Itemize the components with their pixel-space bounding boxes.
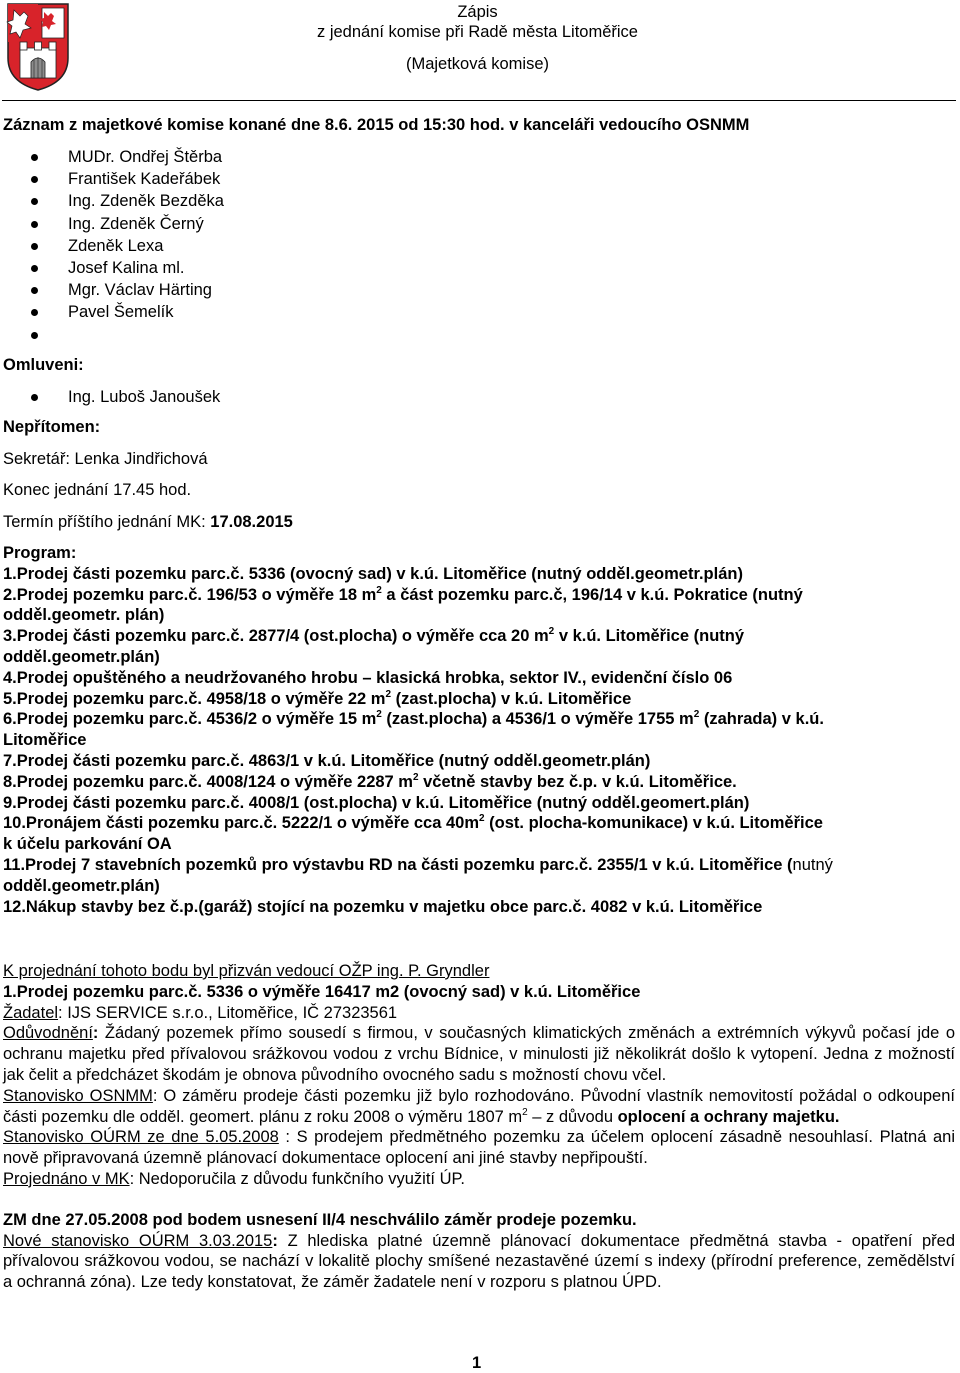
- zm-resolution: ZM dne 27.05.2008 pod bodem usnesení II/4 neschválilo záměr prodeje pozemku.: [3, 1210, 637, 1229]
- item1-section: [3, 961, 955, 1293]
- secretary: Sekretář: Lenka Jindřichová: [3, 450, 208, 468]
- list-item: František Kadeřábek: [0, 168, 224, 190]
- invited-note: K projednání tohoto bodu byl přizván vedoucí OŽP ing. P. Gryndler: [3, 962, 490, 980]
- committee-name: (Majetková komise): [405, 55, 550, 73]
- program-item-2: 2.Prodej pozemku parc.č. 196/53 o výměře 18 $m^2$ a část pozemku parc.č, 196/14 v k.ú. Pokratice (nutný: [3, 584, 803, 604]
- program-item-4: 4.Prodej opuštěného a neudržovaného hrobu – klasická hrobka, sektor IV., evidenční číslo 06: [3, 668, 733, 687]
- page-number: 1: [472, 1354, 482, 1372]
- program: [3, 543, 955, 917]
- new-ourm-statement: Nové stanovisko OÚRM 3.03.2015: Z hlediska platné územně plánovací dokumentace předmětná stavba - opatření před přívalovou srážkovou vodou, se nachází v lokalitě plochy smíšené nezastavěné území s indexy (přírodní preference, zemědělství a ochranná zóna). Lze tedy konstatovat, že záměr žadatele není v rozporu s platnou ÚPD.: [3, 1231, 955, 1292]
- program-item-10-cont: k účelu parkování OA: [3, 835, 172, 854]
- program-item-3: 3.Prodej části pozemku parc.č. 2877/4 (ost.plocha) o výměře cca 20 $m^2$ v k.ú. Litoměřice (nutný: [3, 626, 745, 646]
- list-item: Mgr. Václav Härting: [0, 279, 224, 301]
- document-title: Zápis: [457, 3, 498, 21]
- next-meeting-date: 17.08.2015: [210, 513, 293, 531]
- program-item-11-cont: odděl.geometr.plán): [3, 876, 160, 895]
- ourm-statement: Stanovisko OÚRM ze dne 5.05.2008 : S prodejem předmětného pozemku za účelem oplocení zásadně nesouhlasí. Platná ani nově připravovaná územně plánovací dokumentace oplocení ani jiné stavby nepřipouští.: [3, 1128, 955, 1168]
- list-item: Pavel Šemelík: [0, 301, 224, 323]
- list-item: Ing. Luboš Janoušek: [0, 386, 220, 408]
- city-crest-logo: [6, 2, 70, 92]
- program-item-11: 11.Prodej 7 stavebních pozemků pro výstavbu RD na části pozemku parc.č. 2355/1 v k.ú. Litoměřice (nutný: [3, 855, 833, 874]
- list-item: [0, 324, 224, 346]
- program-item-8: 8.Prodej pozemku parc.č. 4008/124 o výměře 2287 $m^2$ včetně stavby bez č.p. v k.ú. Litoměřice.: [3, 771, 737, 791]
- list-item: Zdeněk Lexa: [0, 235, 224, 257]
- program-item-9: 9.Prodej části pozemku parc.č. 4008/1 (ost.plocha) v k.ú. Litoměřice (nutný odděl.geomert.plán): [3, 793, 750, 812]
- present-members-list: [0, 146, 224, 346]
- program-item-7: 7.Prodej části pozemku parc.č. 4863/1 v k.ú. Litoměřice (nutný odděl.geometr.plán): [3, 751, 651, 770]
- program-item-6: 6.Prodej pozemku parc.č. 4536/2 o výměře 15 $m^2$ (zast.plocha) a 4536/1 o výměře 1755 $m^2$ (zahrada) v k.ú.: [3, 709, 824, 729]
- program-label: Program:: [3, 544, 77, 562]
- reason-paragraph: Odůvodnění: Žádaný pozemek přímo sousedí s firmou, v současných klimatických změnách a extrémních výkyvů počasí jde o ochranu majetku před přívalovou srážkovou vodou z vrchu Bídnice, v minulosti již několikrát došlo k vytopení. Jedna z možností jak čelit a předcházet škodám je obnova původního ovocného sadu s možností chovu včel.: [3, 1024, 955, 1084]
- program-item-2-cont: odděl.geometr. plán): [3, 606, 165, 625]
- program-item-5: 5.Prodej pozemku parc.č. 4958/18 o výměře 22 $m^2$ (zast.plocha) v k.ú. Litoměřice: [3, 688, 632, 708]
- osnmm-statement: Stanovisko OSNMM: O záměru prodeje části pozemku již bylo rozhodováno. Původní vlastník nemovitostí požádal o odkoupení části pozemku dle odděl. geomert. plánu z roku 2008 o výměru 1807 $m^2$ – z důvodu oplocení a ochrany majetku.: [3, 1086, 955, 1126]
- program-item-10: 10.Pronájem části pozemku parc.č. 5222/1 o výměře cca $40m^2$ (ost. plocha-komunikace) v k.ú. Litoměřice: [3, 813, 823, 833]
- excused-members-list: [0, 386, 220, 408]
- meeting-end: Konec jednání 17.45 hod.: [3, 481, 192, 499]
- document-subtitle: z jednání komise při Radě města Litoměřice: [317, 23, 638, 41]
- list-item: Ing. Zdeněk Bezděka: [0, 190, 224, 212]
- mk-discussion: Projednáno v MK: Nedoporučila z důvodu funkčního využití ÚP.: [3, 1169, 465, 1188]
- next-meeting: [3, 513, 293, 532]
- absent-label: Nepřítomen:: [3, 418, 101, 436]
- program-item-12: 12.Nákup stavby bez č.p.(garáž) stojící na pozemku v majetku obce parc.č. 4082 v k.ú. Litoměřice: [3, 897, 763, 916]
- meeting-intro: Záznam z majetkové komise konané dne 8.6. 2015 od 15:30 hod. v kanceláři vedoucího OSNMM: [3, 116, 750, 134]
- excused-label: Omluveni:: [3, 356, 84, 374]
- program-item-3-cont: odděl.geometr.plán): [3, 647, 160, 666]
- header-divider: [2, 100, 956, 101]
- applicant: Žadatel: IJS SERVICE s.r.o., Litoměřice, IČ 27323561: [3, 1003, 398, 1022]
- list-item: Josef Kalina ml.: [0, 257, 224, 279]
- list-item: MUDr. Ondřej Štěrba: [0, 146, 224, 168]
- next-meeting-label: Termín příštího jednání MK:: [3, 513, 211, 531]
- program-item-1: 1.Prodej části pozemku parc.č. 5336 (ovocný sad) v k.ú. Litoměřice (nutný odděl.geometr.plán): [3, 564, 743, 583]
- item1-heading: 1.Prodej pozemku parc.č. 5336 o výměře 16417 m2 (ovocný sad) v k.ú. Litoměřice: [3, 982, 641, 1001]
- list-item: Ing. Zdeněk Černý: [0, 213, 224, 235]
- program-item-6-cont: Litoměřice: [3, 731, 87, 750]
